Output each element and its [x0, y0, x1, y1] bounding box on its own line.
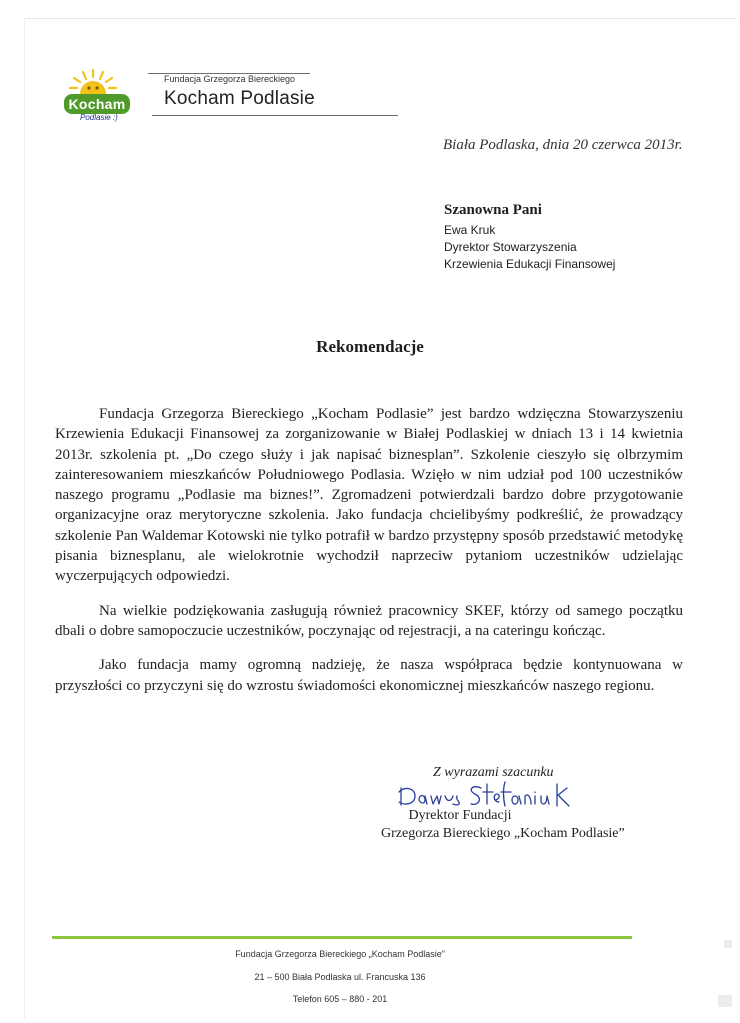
closing-regards: Z wyrazami szacunku	[433, 765, 554, 780]
footer-organization: Fundacja Grzegorza Biereckiego „Kocham Podlasie”	[235, 949, 445, 959]
footer-phone: Telefon 605 – 880 - 201	[292, 994, 388, 1004]
letter-body	[55, 404, 683, 710]
addressee-block	[444, 202, 615, 273]
logo-badge: Kocham	[64, 94, 130, 114]
date-line: Biała Podlaska, dnia 20 czerwca 2013r.	[443, 137, 683, 153]
foundation-name-small: Fundacja Grzegorza Biereckiego	[164, 74, 296, 84]
addressee-organization: Krzewienia Edukacji Finansowej	[444, 257, 616, 271]
logo-subtitle: Podlasie :)	[80, 113, 118, 122]
footer-address: 21 – 500 Biała Podlaska ul. Francuska 136	[254, 972, 426, 982]
foundation-logo	[50, 68, 136, 126]
footer-rule	[52, 936, 632, 939]
signer-title: Dyrektor Fundacji	[408, 808, 512, 823]
salutation: Szanowna Pani	[444, 202, 542, 218]
body-paragraph: Fundacja Grzegorza Biereckiego „Kocham Podlasie” jest bardzo wdzięczna Stowarzyszeniu Krzewienia Edukacji Finansowej za zorganizowanie w Białej Podlaskiej w dniach 13 i 14 kwietnia 2013r. szkolenia pt. „Do czego służy i jak napisać biznesplan”. Szkolenie cieszyło się olbrzymim zainteresowaniem mieszkańców Południowego Podlasia. Wzięło w nim udział pod 100 uczestników naszego programu „Podlasie ma biznes!”. Zgromadzeni potwierdzali bardzo dobre przygotowanie organizacyjne oraz merytoryczne szkolenia. Jako fundacja chcielibyśmy podkreślić, że prowadzący szkolenie Pan Waldemar Kotowski nie tylko potrafił w bardzo przystępny sposób przedstawić metodykę pisania biznesplanu, ale wielokrotnie wychodził naprzeciw pytaniom uczestników udzielając wyczerpujących odpowiedzi.	[55, 406, 683, 585]
addressee-name: Ewa Kruk	[444, 223, 496, 237]
addressee-position: Dyrektor Stowarzyszenia	[444, 240, 577, 254]
foundation-name-big: Kocham Podlasie	[164, 88, 315, 109]
scan-artifact	[724, 940, 732, 948]
body-paragraph: Jako fundacja mamy ogromną nadzieję, że nasza współpraca będzie kontynuowana w przyszłości co przyczyni się do wzrostu świadomości ekonomicznej mieszkańców naszego regionu.	[55, 657, 683, 694]
signer-organization: Grzegorza Biereckiego „Kocham Podlasie”	[381, 826, 625, 841]
scan-artifact	[718, 995, 732, 1007]
sun-icon	[68, 68, 118, 94]
body-paragraph: Na wielkie podziękowania zasługują również pracownicy SKEF, którzy od samego początku dbali o dobre samopoczucie uczestników, poczynając od rejestracji, a na cateringu kończąc.	[55, 602, 683, 639]
letterhead-rule-bottom	[152, 115, 398, 116]
letter-heading: Rekomendacje	[316, 337, 424, 356]
